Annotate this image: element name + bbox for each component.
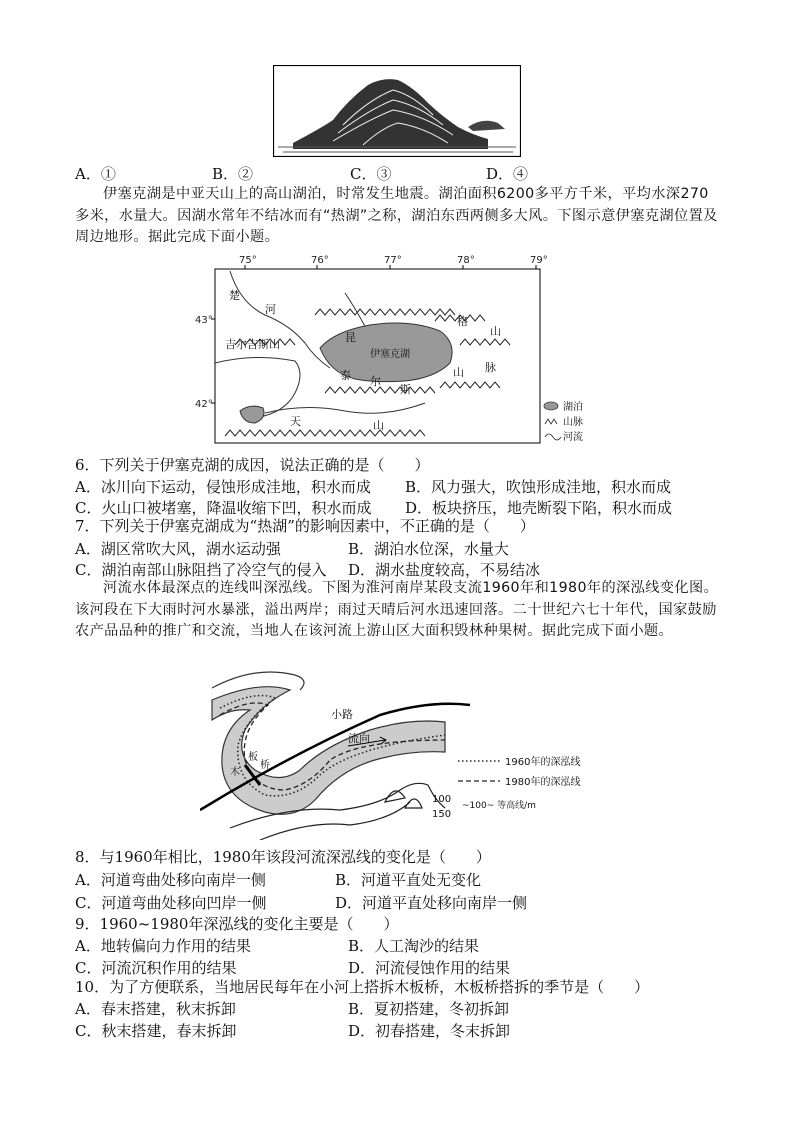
flow-label: 流向 [348, 732, 370, 745]
passage-text: 伊塞克湖是中亚天山上的高山湖泊，时常发生地震。湖泊面积6200多平方千米，平均水深270多米，水量大。因湖水常年不结冰而有“热湖”之称，湖泊东西两侧多大风。下图示意伊塞克湖位置及周边地形。据此完成下面小题。 [75, 186, 718, 245]
q8-option-c[interactable]: C．河道弯曲处移向凹岸一侧 [75, 894, 267, 912]
lon-77: 77° [384, 255, 402, 266]
lat-42: 42° [195, 399, 213, 410]
q10-option-c[interactable]: C．秋末搭建，春末拆卸 [75, 1022, 237, 1040]
q6-option-b[interactable]: B．风力强大，吹蚀形成洼地，积水而成 [405, 478, 672, 496]
river-thalweg-figure [200, 660, 610, 840]
legend-lake: 湖泊 [563, 402, 583, 413]
river-legend-icon [545, 434, 561, 440]
contour-100: 100 [432, 794, 452, 805]
q7-option-a[interactable]: A．湖区常吹大风，湖水运动强 [75, 540, 281, 558]
q9-stem: 9．1960~1980年深泓线的变化主要是（ ） [75, 915, 399, 933]
lake-legend-icon [544, 402, 558, 410]
label-mai: 脉 [485, 361, 496, 374]
q5-option-a[interactable]: A．① [75, 165, 116, 183]
road-label: 小路 [331, 708, 353, 721]
passage-thalweg [75, 578, 723, 643]
q8-stem: 8．与1960年相比，1980年该段河流深泓线的变化是（ ） [75, 848, 491, 866]
contour-150: 150 [432, 809, 452, 820]
q5-option-c[interactable]: C．③ [350, 165, 392, 183]
label-tai: 泰 [340, 369, 351, 382]
bridge-char-3: 桥 [260, 760, 270, 771]
q9-option-d[interactable]: D．河流侵蚀作用的结果 [348, 959, 511, 977]
lon-76: 76° [311, 255, 329, 266]
label-er: 尔 [370, 375, 381, 388]
legend-1980: 1980年的深泓线 [505, 777, 581, 788]
q9-option-b[interactable]: B．人工淘沙的结果 [348, 937, 480, 955]
q10-option-b[interactable]: B．夏初搭建，冬初拆卸 [348, 1000, 510, 1018]
bridge-char-2: 板 [248, 752, 258, 763]
q10-option-d[interactable]: D．初春搭建，冬末拆卸 [348, 1022, 511, 1040]
q7-option-c[interactable]: C．湖泊南部山脉阻挡了冷空气的侵入 [75, 561, 327, 579]
q8-option-d[interactable]: D．河道平直处移向南岸一侧 [335, 894, 528, 912]
q6-option-a[interactable]: A．冰川向下运动，侵蚀形成洼地，积水而成 [75, 478, 371, 496]
rock-sketch-figure [273, 65, 521, 157]
label-kyrgyz: 吉尔吉斯山 [225, 338, 280, 351]
lon-75: 75° [239, 255, 257, 266]
passage-issyk-kul [75, 184, 723, 249]
bridge-char-1: 木 [230, 767, 240, 778]
label-lake: 伊塞克湖 [370, 349, 410, 360]
label-shan3: 山 [373, 419, 384, 432]
label-chu: 楚 [229, 289, 240, 302]
lon-78: 78° [457, 255, 475, 266]
lon-79: 79° [530, 255, 548, 266]
q6-option-d[interactable]: D．板块挤压，地壳断裂下陷，积水而成 [405, 499, 673, 517]
q10-stem: 10．为了方便联系，当地居民每年在小河上搭拆木板桥，木板桥搭拆的季节是（ ） [75, 978, 650, 996]
label-shan1: 山 [490, 325, 501, 338]
q9-option-c[interactable]: C．河流沉积作用的结果 [75, 959, 237, 977]
label-ge: 格 [457, 315, 468, 328]
issyk-kul-map [195, 253, 595, 448]
q7-stem: 7．下列关于伊塞克湖成为“热湖”的影响因素中，不正确的是（ ） [75, 517, 535, 535]
q5-option-d[interactable]: D．④ [486, 165, 529, 183]
label-he: 河 [265, 303, 276, 316]
label-tian: 天 [290, 415, 301, 428]
q7-option-b[interactable]: B．湖泊水位深，水量大 [348, 540, 510, 558]
label-shan2: 山 [453, 366, 464, 379]
q10-option-a[interactable]: A．春末搭建，秋末拆卸 [75, 1000, 236, 1018]
q6-stem: 6．下列关于伊塞克湖的成因，说法正确的是（ ） [75, 456, 430, 474]
q9-option-a[interactable]: A．地转偏向力作用的结果 [75, 937, 251, 955]
q6-option-c[interactable]: C．火山口被堵塞，降温收缩下凹，积水而成 [75, 499, 372, 517]
lat-43: 43° [195, 315, 213, 326]
legend-river: 河流 [563, 432, 583, 443]
mountain-legend-icon [545, 419, 557, 424]
legend-contour: ~100~ 等高线/m [462, 801, 536, 811]
legend-mountain: 山脉 [563, 417, 583, 428]
label-kun: 昆 [345, 331, 356, 344]
q8-option-a[interactable]: A．河道弯曲处移向南岸一侧 [75, 871, 266, 889]
q8-option-b[interactable]: B．河道平直处无变化 [335, 871, 482, 889]
q5-option-b[interactable]: B．② [212, 165, 254, 183]
q7-option-d[interactable]: D．湖水盐度较高，不易结冰 [348, 561, 541, 579]
passage2-text: 河流水体最深点的连线叫深泓线。下图为淮河南岸某段支流1960年和1980年的深泓线变化图。该河段在下大雨时河水暴涨，溢出两岸；雨过天晴后河水迅速回落。二十世纪六七十年代，国家鼓励农产品品种的推广和交流，当地人在该河流上游山区大面积毁林种果树。据此完成下面小题。 [75, 580, 719, 639]
legend-1960: 1960年的深泓线 [505, 757, 581, 768]
label-si: 斯 [400, 383, 411, 396]
